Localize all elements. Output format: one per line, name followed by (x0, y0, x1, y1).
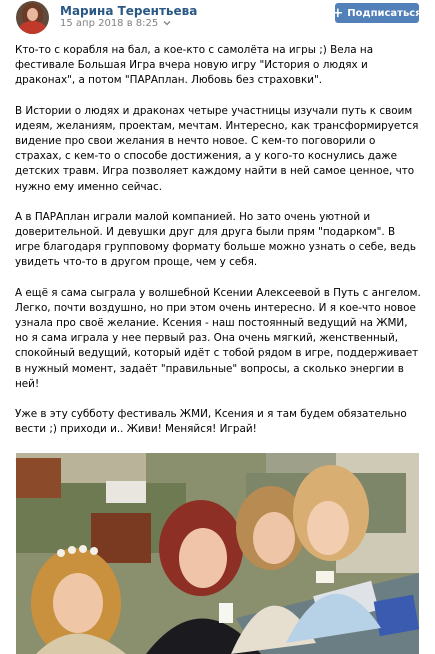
post-paragraph: Кто-то с корабля на бал, а кое-кто с самолёта на игры ;) Вела на фестивале Большая Игра вчера новую игру "История о людях и драконах", а потом "ПАРАплан. Любовь без страховки". (15, 44, 374, 87)
post-header (0, 0, 435, 40)
post-paragraph: В Истории о людях и драконах четыре участницы изучали путь к своим идеям, желаниям, проектам, мечтам. Интересно, как трансформируется видение про свои желания в нечто новое. С кем-то поговорили о страхах, с кем-то о способе достижения, а у кого-то коснулись даже детских травм. Игра позволяет каждому найти в ней самое ценное, что нужно ему именно сейчас. (15, 104, 419, 193)
author-name-link[interactable]: Марина Терентьева (60, 4, 198, 18)
subscribe-button[interactable] (332, 3, 422, 23)
post-date-link[interactable] (60, 18, 171, 29)
post-date: 15 апр 2018 в 8:25 (60, 18, 159, 29)
group-photo-image (16, 453, 419, 654)
post-paragraph: А ещё я сама сыграла у волшебной Ксении Алексеевой в Путь с ангелом. Легко, почти воздушно, но при этом очень интересно. И я кое-что новое узнала про своё желание. Ксения - наш постоянный ведущий на ЖМИ, но я сама играла у нее первый раз. Она очень мягкий, женственный, спокойный ведущий, который идёт с тобой рядом в игре, поддерживает в нужный момент, задаёт "правильные" вопросы, а сколько энергии в ней! (15, 286, 421, 390)
post-photo[interactable] (16, 453, 419, 654)
post-text (15, 43, 423, 483)
avatar-shirt (19, 21, 46, 34)
post-paragraph: Уже в эту субботу фестиваль ЖМИ, Ксения и я там будем обязательно вести ;) приходи и.. Живи! Меняйся! Играй! (15, 408, 407, 436)
plus-icon: + (332, 5, 344, 21)
chevron-down-icon (163, 20, 171, 26)
avatar-face (27, 8, 38, 21)
subscribe-label: Подписаться (347, 7, 422, 19)
post-paragraph: А в ПАРАплан играли малой компанией. Но зато очень уютной и доверительной. И девушки друг для друга были прям "подарком". В игре благодаря групповому формату больше можно узнать о себе, ведь увидеть что-то в другом проще, чем у себя. (15, 210, 416, 269)
author-avatar[interactable] (16, 1, 49, 34)
